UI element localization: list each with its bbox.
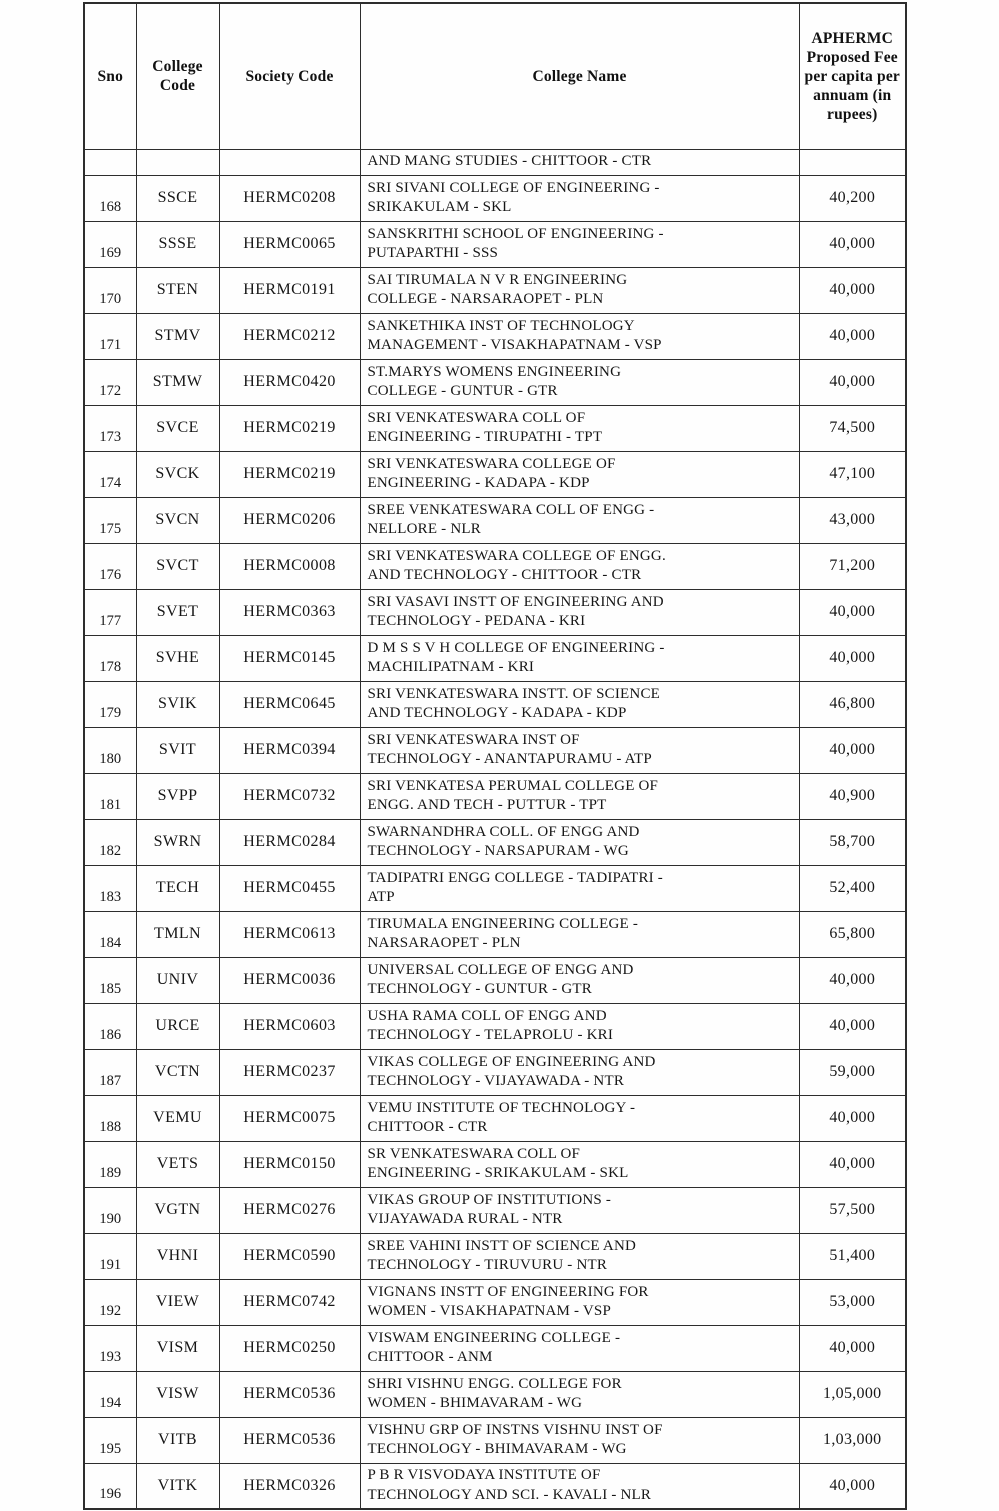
- college-name-cell: [360, 1049, 799, 1095]
- fee-cell: 46,800: [799, 681, 906, 727]
- sno-cell: 187: [84, 1049, 136, 1095]
- college-code-cell: SVIK: [136, 681, 219, 727]
- society-code-cell: HERMC0420: [219, 359, 360, 405]
- society-code-cell: HERMC0219: [219, 451, 360, 497]
- college-name-line2: TECHNOLOGY - BHIMAVARAM - WG: [367, 1441, 627, 1457]
- society-code-cell: HERMC0603: [219, 1003, 360, 1049]
- fee-cell: 40,000: [799, 313, 906, 359]
- college-name-line1: SRI VENKATESWARA COLLEGE OF ENGG.: [367, 547, 666, 564]
- table-row: [84, 1003, 906, 1049]
- fee-cell: 59,000: [799, 1049, 906, 1095]
- table-row: [84, 1371, 906, 1417]
- sno-cell: 176: [84, 543, 136, 589]
- society-code-cell: HERMC0276: [219, 1187, 360, 1233]
- society-code-cell: HERMC0742: [219, 1279, 360, 1325]
- table-row: [84, 1233, 906, 1279]
- fee-cell: 40,000: [799, 221, 906, 267]
- society-code-cell: HERMC0536: [219, 1417, 360, 1463]
- college-name-line1: UNIVERSAL COLLEGE OF ENGG AND: [367, 961, 634, 978]
- college-name-line1: TIRUMALA ENGINEERING COLLEGE -: [367, 915, 639, 932]
- table-row: [84, 957, 906, 1003]
- college-name-cell: [360, 405, 799, 451]
- college-name-line2: VIJAYAWADA RURAL - NTR: [367, 1211, 563, 1227]
- sno-cell: 186: [84, 1003, 136, 1049]
- table-row: [84, 1417, 906, 1463]
- college-name-line2: TECHNOLOGY - NARSAPURAM - WG: [367, 843, 629, 859]
- college-name-line2: MANAGEMENT - VISAKHAPATNAM - VSP: [367, 337, 662, 353]
- college-name-line1: VISHNU GRP OF INSTNS VISHNU INST OF: [367, 1421, 663, 1438]
- table-row: [84, 911, 906, 957]
- college-name-line2: ATP: [367, 889, 395, 905]
- sno-cell: 193: [84, 1325, 136, 1371]
- college-code-cell: STEN: [136, 267, 219, 313]
- college-name-cell: [360, 1187, 799, 1233]
- college-name-line2: ENGINEERING - KADAPA - KDP: [367, 475, 590, 491]
- college-code-cell: VHNI: [136, 1233, 219, 1279]
- sno-cell: 192: [84, 1279, 136, 1325]
- table-row: [84, 819, 906, 865]
- college-name-line2: TECHNOLOGY - ANANTAPURAMU - ATP: [367, 751, 652, 767]
- society-code-cell: HERMC0732: [219, 773, 360, 819]
- society-code-cell: HERMC0394: [219, 727, 360, 773]
- college-name-line2: COLLEGE - NARSARAOPET - PLN: [367, 291, 604, 307]
- fee-cell: 40,000: [799, 267, 906, 313]
- college-name-cell: [360, 543, 799, 589]
- college-code-cell: VISM: [136, 1325, 219, 1371]
- college-name-cell: [360, 957, 799, 1003]
- sno-cell: 179: [84, 681, 136, 727]
- college-name-line1: VIGNANS INSTT OF ENGINEERING FOR: [367, 1283, 649, 1300]
- fee-cell: 40,000: [799, 359, 906, 405]
- table-row: [84, 1049, 906, 1095]
- college-code-cell: SWRN: [136, 819, 219, 865]
- sno-cell: 195: [84, 1417, 136, 1463]
- college-name-cell: [360, 359, 799, 405]
- society-code-cell: HERMC0455: [219, 865, 360, 911]
- society-code-cell: HERMC0284: [219, 819, 360, 865]
- college-code-cell: VISW: [136, 1371, 219, 1417]
- society-code-cell: HERMC0219: [219, 405, 360, 451]
- college-code-cell: VETS: [136, 1141, 219, 1187]
- college-name-line2: COLLEGE - GUNTUR - GTR: [367, 383, 558, 399]
- college-name-line2: TECHNOLOGY - TELAPROLU - KRI: [367, 1027, 614, 1043]
- college-name-line2: NARSARAOPET - PLN: [367, 935, 521, 951]
- college-name-cell: [360, 1417, 799, 1463]
- college-code-cell: VEMU: [136, 1095, 219, 1141]
- fee-cell: 40,900: [799, 773, 906, 819]
- fee-cell: 65,800: [799, 911, 906, 957]
- fee-cell: 40,000: [799, 1141, 906, 1187]
- college-name-line2: MACHILIPATNAM - KRI: [367, 659, 535, 675]
- college-name-cell: [360, 635, 799, 681]
- college-name-cell: [360, 1463, 799, 1509]
- college-name-cell: [360, 221, 799, 267]
- fee-cell: 53,000: [799, 1279, 906, 1325]
- college-name-line1: SRI SIVANI COLLEGE OF ENGINEERING -: [367, 179, 660, 196]
- fee-cell: 40,000: [799, 727, 906, 773]
- sno-cell: [84, 149, 136, 175]
- sno-cell: 188: [84, 1095, 136, 1141]
- college-name-cell: [360, 497, 799, 543]
- sno-cell: 172: [84, 359, 136, 405]
- society-code-cell: HERMC0212: [219, 313, 360, 359]
- college-name-line1: SWARNANDHRA COLL. OF ENGG AND: [367, 823, 640, 840]
- college-name-cell: [360, 149, 799, 175]
- fee-cell: 40,000: [799, 1003, 906, 1049]
- sno-cell: 177: [84, 589, 136, 635]
- college-name-cell: [360, 727, 799, 773]
- table-row: [84, 451, 906, 497]
- society-code-cell: HERMC0326: [219, 1463, 360, 1509]
- college-code-cell: SVCK: [136, 451, 219, 497]
- college-code-cell: VIEW: [136, 1279, 219, 1325]
- table-row: [84, 635, 906, 681]
- fee-cell: 40,000: [799, 957, 906, 1003]
- fee-cell: 40,000: [799, 635, 906, 681]
- society-code-cell: HERMC0145: [219, 635, 360, 681]
- table-row: [84, 1141, 906, 1187]
- college-name-line2: TECHNOLOGY - TIRUVURU - NTR: [367, 1257, 608, 1273]
- fee-cell: 43,000: [799, 497, 906, 543]
- society-code-cell: HERMC0645: [219, 681, 360, 727]
- college-fee-table: [83, 2, 907, 1510]
- sno-cell: 169: [84, 221, 136, 267]
- college-code-cell: TMLN: [136, 911, 219, 957]
- table-row: [84, 865, 906, 911]
- header-college-name: College Name: [360, 3, 799, 149]
- college-name-cell: [360, 911, 799, 957]
- table-row: [84, 175, 906, 221]
- society-code-cell: HERMC0065: [219, 221, 360, 267]
- college-code-cell: SVCT: [136, 543, 219, 589]
- society-code-cell: HERMC0191: [219, 267, 360, 313]
- sno-cell: 175: [84, 497, 136, 543]
- college-code-cell: SSSE: [136, 221, 219, 267]
- society-code-cell: HERMC0590: [219, 1233, 360, 1279]
- college-code-cell: SVET: [136, 589, 219, 635]
- fee-cell: 40,000: [799, 1325, 906, 1371]
- sno-cell: 184: [84, 911, 136, 957]
- table-row: [84, 405, 906, 451]
- college-name-line1: D M S S V H COLLEGE OF ENGINEERING -: [367, 639, 665, 656]
- college-name-line1: USHA RAMA COLL OF ENGG AND: [367, 1007, 607, 1024]
- sno-cell: 185: [84, 957, 136, 1003]
- college-name-cell: [360, 451, 799, 497]
- college-name-line2: TECHNOLOGY - GUNTUR - GTR: [367, 981, 592, 997]
- college-code-cell: SVHE: [136, 635, 219, 681]
- sno-cell: 168: [84, 175, 136, 221]
- college-name-line1: ST.MARYS WOMENS ENGINEERING: [367, 363, 622, 380]
- college-name-line2: ENGG. AND TECH - PUTTUR - TPT: [367, 797, 607, 813]
- college-name-line1: SRI VENKATESWARA COLL OF: [367, 409, 586, 426]
- college-name-line1: SREE VENKATESWARA COLL OF ENGG -: [367, 501, 655, 518]
- header-fee: APHERMC Proposed Fee per capita per annuam (in rupees): [799, 3, 906, 149]
- college-code-cell: [136, 149, 219, 175]
- sno-cell: 189: [84, 1141, 136, 1187]
- table-row: [84, 149, 906, 175]
- sno-cell: 171: [84, 313, 136, 359]
- table-row: [84, 497, 906, 543]
- fee-cell: 57,500: [799, 1187, 906, 1233]
- college-name-line2: SRIKAKULAM - SKL: [367, 199, 512, 215]
- society-code-cell: HERMC0008: [219, 543, 360, 589]
- college-name-line1: AND MANG STUDIES - CHITTOOR - CTR: [367, 153, 652, 170]
- sno-cell: 170: [84, 267, 136, 313]
- sno-cell: 178: [84, 635, 136, 681]
- fee-cell: 40,200: [799, 175, 906, 221]
- college-name-cell: [360, 1371, 799, 1417]
- sno-cell: 194: [84, 1371, 136, 1417]
- college-name-line1: SAI TIRUMALA N V R ENGINEERING: [367, 271, 628, 288]
- college-name-line1: VEMU INSTITUTE OF TECHNOLOGY -: [367, 1099, 636, 1116]
- college-name-line2: TECHNOLOGY - PEDANA - KRI: [367, 613, 586, 629]
- table-row: [84, 681, 906, 727]
- table-row: [84, 359, 906, 405]
- table-row: [84, 1325, 906, 1371]
- society-code-cell: HERMC0237: [219, 1049, 360, 1095]
- college-name-cell: [360, 773, 799, 819]
- college-name-line1: VIKAS GROUP OF INSTITUTIONS -: [367, 1191, 612, 1208]
- society-code-cell: HERMC0363: [219, 589, 360, 635]
- table-row: [84, 773, 906, 819]
- college-name-line2: PUTAPARTHI - SSS: [367, 245, 499, 261]
- society-code-cell: HERMC0206: [219, 497, 360, 543]
- college-name-cell: [360, 865, 799, 911]
- college-name-line1: SRI VENKATESWARA INST OF: [367, 731, 580, 748]
- fee-cell: 52,400: [799, 865, 906, 911]
- table-row: [84, 1095, 906, 1141]
- fee-cell: 1,05,000: [799, 1371, 906, 1417]
- college-name-cell: [360, 589, 799, 635]
- college-code-cell: UNIV: [136, 957, 219, 1003]
- college-name-line1: TADIPATRI ENGG COLLEGE - TADIPATRI -: [367, 869, 663, 886]
- college-name-cell: [360, 1095, 799, 1141]
- header-college-code: College Code: [136, 3, 219, 149]
- fee-cell: 74,500: [799, 405, 906, 451]
- sno-cell: 173: [84, 405, 136, 451]
- fee-cell: 51,400: [799, 1233, 906, 1279]
- college-code-cell: STMW: [136, 359, 219, 405]
- fee-cell: 58,700: [799, 819, 906, 865]
- table-row: [84, 543, 906, 589]
- college-code-cell: VGTN: [136, 1187, 219, 1233]
- header-sno: Sno: [84, 3, 136, 149]
- table-row: [84, 1463, 906, 1509]
- college-name-line1: SREE VAHINI INSTT OF SCIENCE AND: [367, 1237, 637, 1254]
- college-name-line2: AND TECHNOLOGY - KADAPA - KDP: [367, 705, 627, 721]
- table-row: [84, 727, 906, 773]
- college-name-line2: ENGINEERING - SRIKAKULAM - SKL: [367, 1165, 629, 1181]
- college-name-line2: NELLORE - NLR: [367, 521, 481, 537]
- fee-cell: 71,200: [799, 543, 906, 589]
- society-code-cell: HERMC0208: [219, 175, 360, 221]
- college-name-line2: WOMEN - VISAKHAPATNAM - VSP: [367, 1303, 611, 1319]
- college-name-cell: [360, 681, 799, 727]
- sno-cell: 174: [84, 451, 136, 497]
- sno-cell: 190: [84, 1187, 136, 1233]
- college-name-line2: CHITTOOR - ANM: [367, 1349, 493, 1365]
- college-code-cell: VCTN: [136, 1049, 219, 1095]
- college-code-cell: SSCE: [136, 175, 219, 221]
- table-header-row: [84, 3, 906, 149]
- college-code-cell: SVCE: [136, 405, 219, 451]
- college-name-cell: [360, 819, 799, 865]
- header-society-code: Society Code: [219, 3, 360, 149]
- table-row: [84, 267, 906, 313]
- fee-cell: 40,000: [799, 1463, 906, 1509]
- college-name-line2: ENGINEERING - TIRUPATHI - TPT: [367, 429, 603, 445]
- college-code-cell: SVCN: [136, 497, 219, 543]
- fee-cell: 1,03,000: [799, 1417, 906, 1463]
- fee-cell: 40,000: [799, 589, 906, 635]
- table-row: [84, 1187, 906, 1233]
- college-name-line1: VISWAM ENGINEERING COLLEGE -: [367, 1329, 621, 1346]
- college-name-cell: [360, 267, 799, 313]
- college-code-cell: VITK: [136, 1463, 219, 1509]
- table-row: [84, 589, 906, 635]
- college-code-cell: SVIT: [136, 727, 219, 773]
- college-code-cell: SVPP: [136, 773, 219, 819]
- sno-cell: 196: [84, 1463, 136, 1509]
- table-row: [84, 221, 906, 267]
- sno-cell: 183: [84, 865, 136, 911]
- college-name-line2: CHITTOOR - CTR: [367, 1119, 488, 1135]
- sno-cell: 182: [84, 819, 136, 865]
- college-name-line1: SHRI VISHNU ENGG. COLLEGE FOR: [367, 1375, 622, 1392]
- sno-cell: 191: [84, 1233, 136, 1279]
- society-code-cell: HERMC0075: [219, 1095, 360, 1141]
- college-name-cell: [360, 313, 799, 359]
- college-name-line1: P B R VISVODAYA INSTITUTE OF: [367, 1467, 601, 1484]
- college-name-line1: SANSKRITHI SCHOOL OF ENGINEERING -: [367, 225, 664, 242]
- college-code-cell: STMV: [136, 313, 219, 359]
- college-name-cell: [360, 1233, 799, 1279]
- table-row: [84, 313, 906, 359]
- college-name-line2: TECHNOLOGY AND SCI. - KAVALI - NLR: [367, 1486, 652, 1503]
- society-code-cell: [219, 149, 360, 175]
- society-code-cell: HERMC0150: [219, 1141, 360, 1187]
- college-name-line1: SANKETHIKA INST OF TECHNOLOGY: [367, 317, 635, 334]
- college-name-line1: SR VENKATESWARA COLL OF: [367, 1145, 581, 1162]
- society-code-cell: HERMC0036: [219, 957, 360, 1003]
- college-name-line1: SRI VENKATESWARA INSTT. OF SCIENCE: [367, 685, 661, 702]
- college-name-line2: WOMEN - BHIMAVARAM - WG: [367, 1395, 583, 1411]
- sno-cell: 180: [84, 727, 136, 773]
- college-name-cell: [360, 175, 799, 221]
- fee-cell: 47,100: [799, 451, 906, 497]
- college-name-line2: AND TECHNOLOGY - CHITTOOR - CTR: [367, 567, 642, 583]
- college-name-cell: [360, 1279, 799, 1325]
- college-code-cell: VITB: [136, 1417, 219, 1463]
- society-code-cell: HERMC0250: [219, 1325, 360, 1371]
- college-name-line1: SRI VENKATESWARA COLLEGE OF: [367, 455, 616, 472]
- college-name-cell: [360, 1325, 799, 1371]
- college-name-line1: VIKAS COLLEGE OF ENGINEERING AND: [367, 1053, 656, 1070]
- sno-cell: 181: [84, 773, 136, 819]
- college-name-cell: [360, 1003, 799, 1049]
- college-name-line1: SRI VASAVI INSTT OF ENGINEERING AND: [367, 593, 664, 610]
- college-code-cell: TECH: [136, 865, 219, 911]
- fee-cell: [799, 149, 906, 175]
- college-name-line2: TECHNOLOGY - VIJAYAWADA - NTR: [367, 1073, 625, 1089]
- college-name-cell: [360, 1141, 799, 1187]
- table-row: [84, 1279, 906, 1325]
- society-code-cell: HERMC0613: [219, 911, 360, 957]
- fee-cell: 40,000: [799, 1095, 906, 1141]
- college-code-cell: URCE: [136, 1003, 219, 1049]
- society-code-cell: HERMC0536: [219, 1371, 360, 1417]
- college-name-line1: SRI VENKATESA PERUMAL COLLEGE OF: [367, 777, 659, 794]
